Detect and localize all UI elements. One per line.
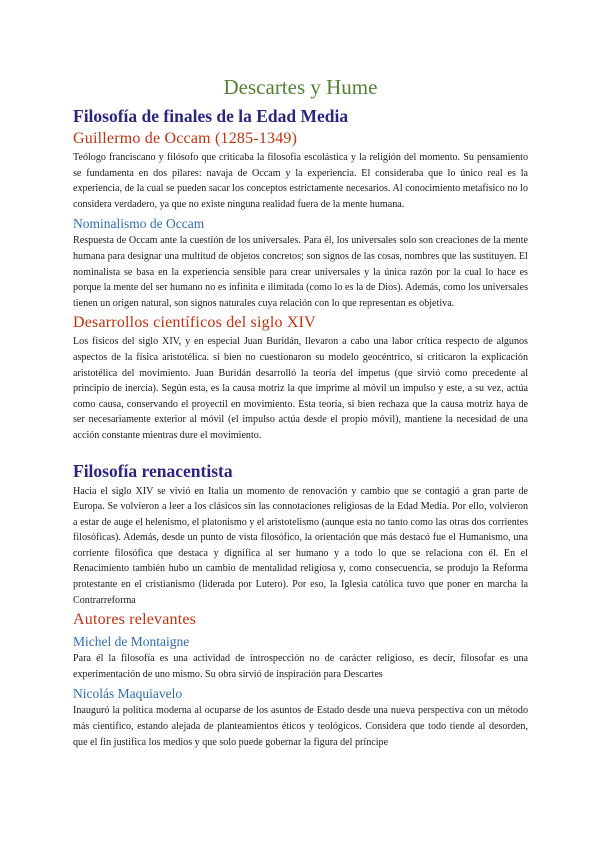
subsection-title-autores: Autores relevantes [73,611,197,629]
paragraph-nominalismo: Respuesta de Occam ante la cuestión de los universales. Para él, los universales solo son creaciones de la mente humana para designar una multitud de objetos concretos; son signos de las cosas, nombres que las sustituyen. El nominalista se basa en la experiencia sensible para crear universales y la única razón por la cual lo hace es porque la mente del ser humano no es infinita e ilimitada (como lo es la de Dios). Además, como los universales tienen un origen natural, son signos naturales cuya relación con lo que representan es objetiva. [73,235,528,309]
section-heading: Filosofía de finales de la Edad Media [73,106,349,126]
section-spacer [73,444,528,460]
subsection-title-occam: Guillermo de Occam (1285-1349) [73,130,298,147]
section-renaissance [73,460,528,751]
document-title: Descartes y Hume [223,75,378,99]
paragraph-desarrollos: Los físicos del siglo XIV, y en especial Juan Buridán, llevaron a cabo una labor crítica respecto de algunos aspectos de la física aristotélica. si bien no cuestionaron su modelo geocéntrico, sí criticaron la explicación aristotélica del movimiento. Juan Buridán desarrolló la teoría del ímpetus (que sirvió como precedente al principio de inercia). Según esta, es la causa motriz la que imprime al móvil un impulso y este, a su vez, actúa como causa, conservando el proyectil en movimiento. Esta teoría, si bien rechaza que la causa motriz haya de ser necesariamente exterior al móvil (el impulso actúa desde el propio móvil), mantiene la necesidad de una acción constante mientras dure el movimiento. [73,336,528,441]
section-heading: Filosofía renacentista [73,460,233,481]
subheading-montaigne: Michel de Montaigne [73,634,190,650]
subheading-maquiavelo: Nicolás Maquiavelo [73,686,183,702]
paragraph-renaissance-intro: Hacia el siglo XIV se vivió en Italia un momento de renovación y cambio que se contagió a gran parte de Europa. Se volvieron a leer a los clásicos sin las connotaciones religiosas de la Edad Media. Por ello, volvieron a estar de auge el helenismo, el platonismo y el aristotelismo (aunque esta no tanto como las otras dos corrientes filosóficas). Además, desde un punto de vista filosófico, la orientación que más destacó fue el Humanismo, una corriente filosófica que destaca y dignifica al ser humano y a todo lo que se relaciona con él. En el Renacimiento también hubo un cambio de mentalidad religiosa y, como consecuencia, se produjo la Reforma protestante en el cristianismo (liderada por Lutero). Por eso, la Iglesia católica tuvo que poner en marcha la Contrarreforma [73,485,528,606]
subheading-nominalismo: Nominalismo de Occam [73,216,205,232]
section-late-middle-ages [73,105,528,444]
paragraph-maquiavelo: Inauguró la política moderna al ocuparse de los asuntos de Estado desde una nueva perspectiva con un método más científico, estando alejada de planteamientos éticos y teológicos. Considera que todo tiende al desorden, que el fin justifica los medios y que solo puede gobernar la figura del príncipe [73,705,528,748]
subsection-title-desarrollos: Desarrollos científicos del siglo XIV [73,314,316,332]
paragraph-montaigne: Para él la filosofía es una actividad de introspección no de carácter religioso, es decir, filosofar es una experimentación de uno mismo. Su obra sirvió de inspiración para Descartes [73,653,528,680]
paragraph-occam-intro: Teólogo franciscano y filósofo que criticaba la filosofía escolástica y la religión del momento. Su pensamiento se fundamenta en dos pilares: navaja de Occam y la experiencia. El consideraba que lo único real es la experiencia, de la cual se pueden sacar los conceptos estrictamente necesarios. Al conocimiento metafísico no lo considera verdadero, ya que no existe ninguna realidad fuera de la mente humana. [73,152,528,210]
